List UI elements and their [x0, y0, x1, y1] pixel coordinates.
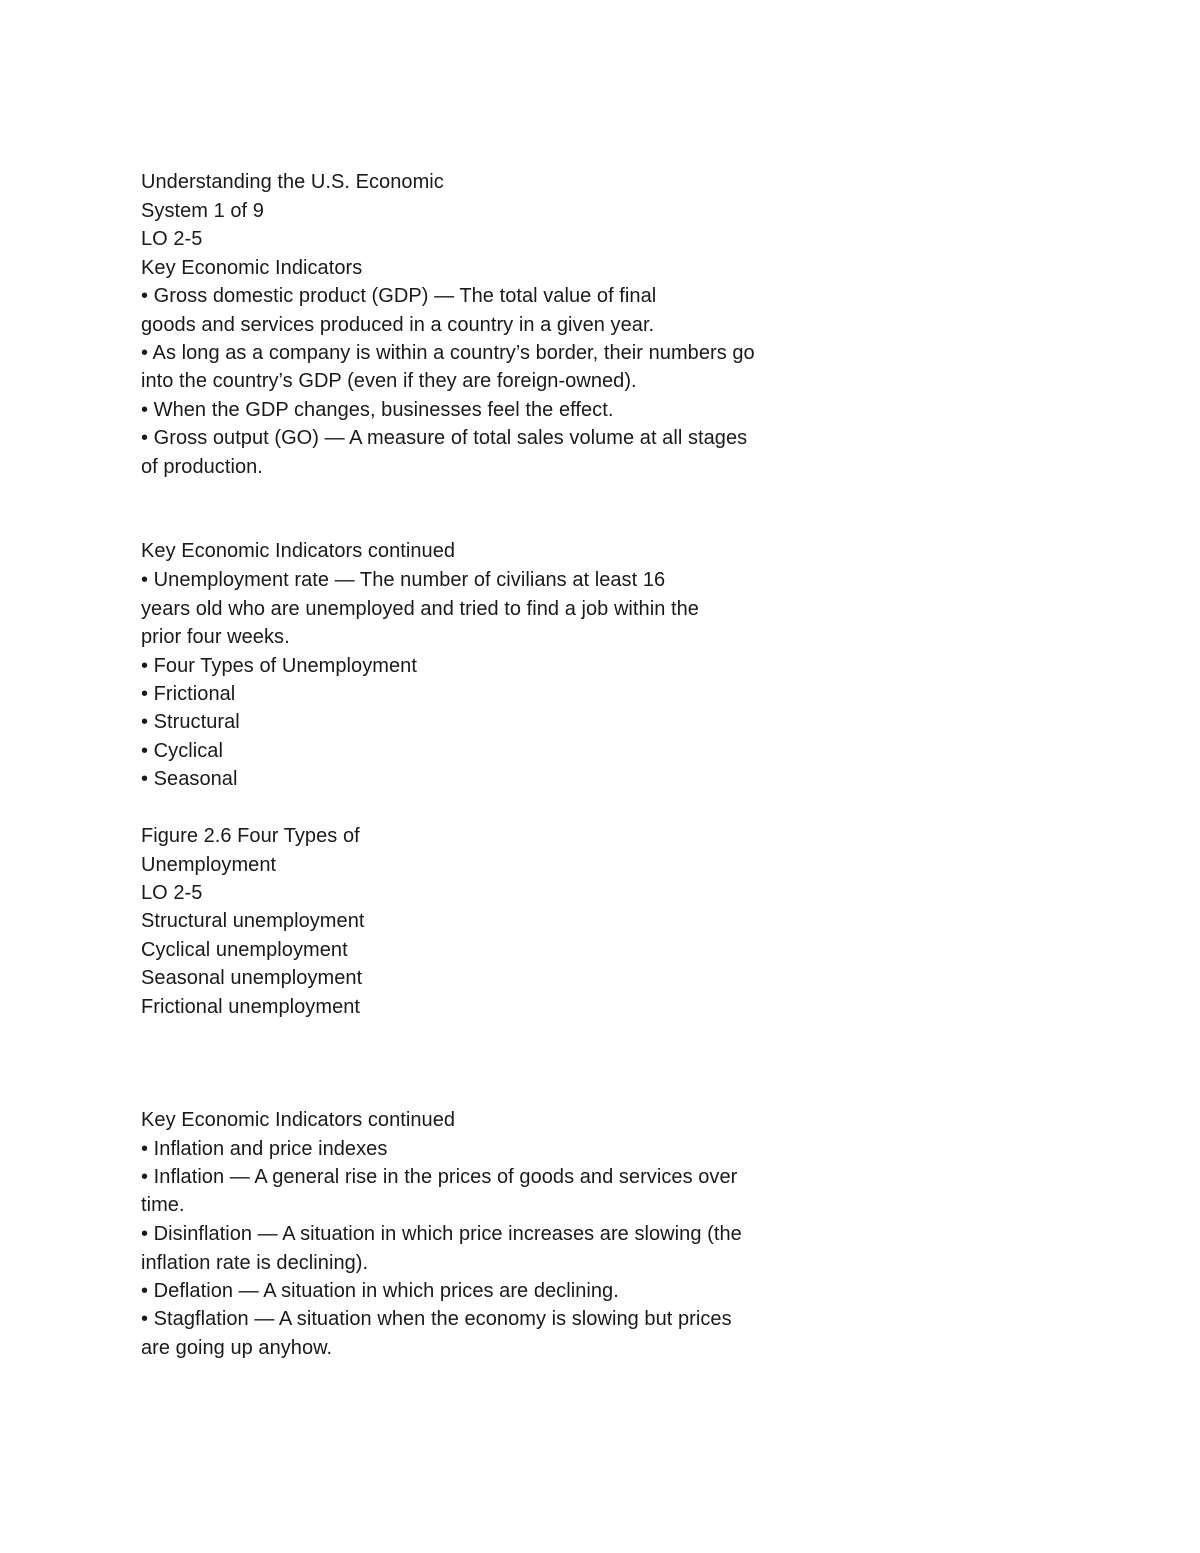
bullet-seasonal: • Seasonal	[141, 768, 238, 790]
document-title-line-1: Understanding the U.S. Economic	[141, 171, 444, 193]
bullet-four-types: • Four Types of Unemployment	[141, 655, 417, 677]
figure-item-cyclical: Cyclical unemployment	[141, 939, 348, 961]
bullet-gdp-continued: goods and services produced in a country in a given year.	[141, 314, 655, 336]
bullet-gdp: • Gross domestic product (GDP) — The total value of final	[141, 285, 657, 307]
bullet-unemployment-rate: • Unemployment rate — The number of civilians at least 16	[141, 569, 666, 591]
bullet-country-border: • As long as a company is within a country’s border, their numbers go	[141, 342, 755, 364]
bullet-cyclical: • Cyclical	[141, 740, 223, 762]
bullet-disinflation-continued: inflation rate is declining).	[141, 1252, 369, 1274]
bullet-structural: • Structural	[141, 711, 240, 733]
section-heading: Key Economic Indicators	[141, 257, 363, 279]
figure-item-structural: Structural unemployment	[141, 910, 365, 932]
section-heading: Key Economic Indicators continued	[141, 1109, 456, 1131]
bullet-country-border-continued: into the country’s GDP (even if they are foreign-owned).	[141, 370, 637, 392]
bullet-gross-output: • Gross output (GO) — A measure of total sales volume at all stages	[141, 427, 748, 449]
bullet-gross-output-continued: of production.	[141, 456, 263, 478]
document-title-line-2: System 1 of 9	[141, 200, 264, 222]
bullet-gdp-changes: • When the GDP changes, businesses feel the effect.	[141, 399, 614, 421]
bullet-inflation: • Inflation — A general rise in the prices of goods and services over	[141, 1166, 738, 1188]
bullet-stagflation: • Stagflation — A situation when the economy is slowing but prices	[141, 1308, 732, 1330]
bullet-unemployment-rate-continued: years old who are unemployed and tried to find a job within the	[141, 598, 699, 620]
bullet-inflation-continued: time.	[141, 1194, 185, 1216]
bullet-frictional: • Frictional	[141, 683, 236, 705]
bullet-inflation-indexes: • Inflation and price indexes	[141, 1138, 388, 1160]
section-heading: Key Economic Indicators continued	[141, 540, 456, 562]
figure-caption-line-2: Unemployment	[141, 854, 277, 876]
bullet-deflation: • Deflation — A situation in which prices are declining.	[141, 1280, 619, 1302]
bullet-disinflation: • Disinflation — A situation in which price increases are slowing (the	[141, 1223, 742, 1245]
bullet-unemployment-rate-continued: prior four weeks.	[141, 626, 290, 648]
learning-objective: LO 2-5	[141, 228, 203, 250]
bullet-stagflation-continued: are going up anyhow.	[141, 1337, 333, 1359]
figure-item-frictional: Frictional unemployment	[141, 996, 361, 1018]
figure-caption-line-1: Figure 2.6 Four Types of	[141, 825, 360, 847]
learning-objective: LO 2-5	[141, 882, 203, 904]
figure-item-seasonal: Seasonal unemployment	[141, 967, 363, 989]
